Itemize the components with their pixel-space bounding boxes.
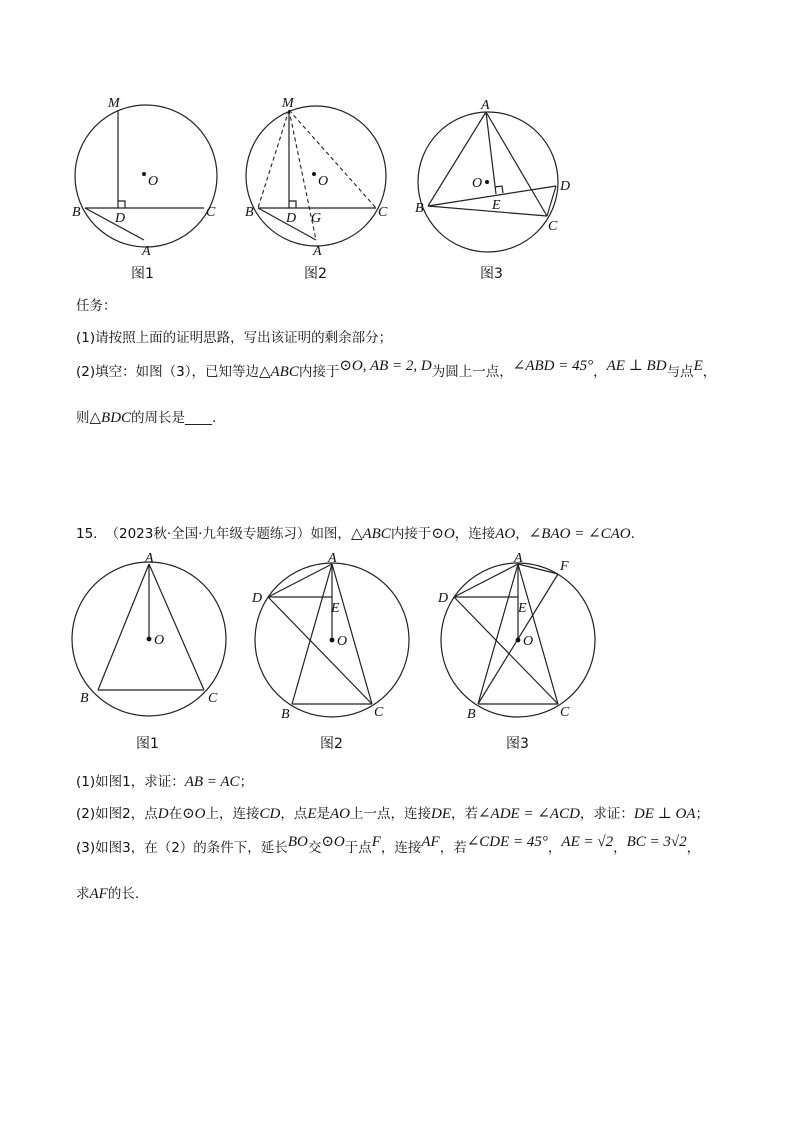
figure-caption: 图1 bbox=[136, 736, 159, 752]
circle bbox=[75, 105, 217, 247]
label-a: A bbox=[481, 98, 490, 113]
segment-bc bbox=[428, 206, 547, 216]
question-source: （2023秋·全国·九年级专题练习） bbox=[105, 526, 311, 542]
q15-part-3-cont: 求AF的长. bbox=[76, 886, 140, 902]
label-e: E bbox=[492, 198, 501, 213]
label-o: O bbox=[318, 174, 329, 189]
label-b: B bbox=[245, 205, 254, 220]
right-angle-mark bbox=[289, 201, 296, 208]
label-b: B bbox=[415, 201, 424, 216]
top-figure-2 bbox=[240, 90, 400, 290]
question-number: 15. bbox=[76, 526, 98, 542]
q15-figure-1 bbox=[66, 552, 236, 757]
figure-caption: 图3 bbox=[506, 736, 529, 752]
segment-ab bbox=[292, 564, 332, 704]
center-point bbox=[312, 172, 316, 176]
label-d: D bbox=[286, 211, 297, 226]
label-o: O bbox=[154, 633, 165, 648]
center-point bbox=[485, 180, 489, 184]
segment-ab bbox=[98, 564, 149, 690]
label-b: B bbox=[72, 205, 81, 220]
task-item-1: (1)请按照上面的证明思路，写出该证明的剩余部分； bbox=[76, 330, 393, 346]
label-g: G bbox=[311, 211, 322, 226]
label-a: A bbox=[142, 244, 151, 259]
q15-stem: 15. （2023秋·全国·九年级专题练习）如图，△ABC内接于⊙O，连接AO，∠BAO = ∠CAO. bbox=[76, 526, 635, 542]
label-e: E bbox=[518, 601, 527, 616]
label-o: O bbox=[472, 176, 483, 191]
q15-part-1: (1)如图1，求证：AB = AC； bbox=[76, 774, 254, 790]
label-c: C bbox=[208, 691, 218, 706]
label-e: E bbox=[331, 601, 340, 616]
q15-figure-3 bbox=[434, 552, 614, 757]
top-figure-3 bbox=[410, 90, 580, 290]
label-m: M bbox=[108, 96, 120, 111]
label-a: A bbox=[313, 244, 322, 259]
segment-ab bbox=[428, 112, 486, 206]
label-o: O bbox=[337, 634, 348, 649]
label-c: C bbox=[374, 705, 384, 720]
label-c: C bbox=[206, 205, 216, 220]
segment-ab bbox=[478, 564, 518, 704]
label-a: A bbox=[514, 551, 523, 566]
label-d: D bbox=[252, 591, 263, 606]
label-b: B bbox=[467, 707, 476, 722]
right-angle-mark bbox=[118, 201, 125, 208]
task-item-2-cont: 则△BDC的周长是____. bbox=[76, 410, 217, 426]
label-b: B bbox=[281, 707, 290, 722]
segment-ac bbox=[149, 564, 204, 690]
label-o: O bbox=[523, 634, 534, 649]
center-point bbox=[147, 637, 152, 642]
label-a: A bbox=[145, 551, 154, 566]
figure-caption: 图3 bbox=[480, 266, 503, 282]
q15-part-2: (2)如图2，点D在⊙O上，连接CD，点E是AO上一点，连接DE，若∠ADE = ∠ACD，求证：DE ⊥ OA； bbox=[76, 806, 710, 822]
label-d: D bbox=[560, 179, 571, 194]
figure-caption: 图1 bbox=[131, 266, 154, 282]
segment-da bbox=[268, 564, 332, 597]
answer-blank[interactable]: ____ bbox=[185, 410, 213, 426]
dashed-mb bbox=[258, 110, 289, 208]
label-b: B bbox=[80, 691, 89, 706]
center-point bbox=[330, 638, 335, 643]
label-f: F bbox=[560, 559, 569, 574]
task-item-2: (2)填空：如图（3），已知等边△ABC内接于⊙O, AB = 2, D为圆上一点，∠ABD = 45°，AE ⊥ BD与点E， bbox=[76, 358, 717, 380]
q15-figure-2 bbox=[248, 552, 418, 757]
q15-part-3: (3)如图3，在（2）的条件下，延长BO交⊙O于点F，连接AF，若∠CDE = 45°，AE = √2，BC = 3√2， bbox=[76, 834, 701, 856]
label-d: D bbox=[438, 591, 449, 606]
task-heading: 任务： bbox=[76, 298, 117, 314]
figure-caption: 图2 bbox=[320, 736, 343, 752]
segment-da bbox=[454, 564, 518, 597]
top-figure-1 bbox=[68, 90, 228, 290]
label-a: A bbox=[328, 551, 337, 566]
center-point bbox=[142, 172, 146, 176]
label-c: C bbox=[378, 205, 388, 220]
center-point bbox=[516, 638, 521, 643]
label-c: C bbox=[548, 219, 558, 234]
label-c: C bbox=[560, 705, 570, 720]
label-m: M bbox=[282, 96, 294, 111]
label-d: D bbox=[115, 211, 126, 226]
label-o: O bbox=[148, 174, 159, 189]
figure-caption: 图2 bbox=[304, 266, 327, 282]
